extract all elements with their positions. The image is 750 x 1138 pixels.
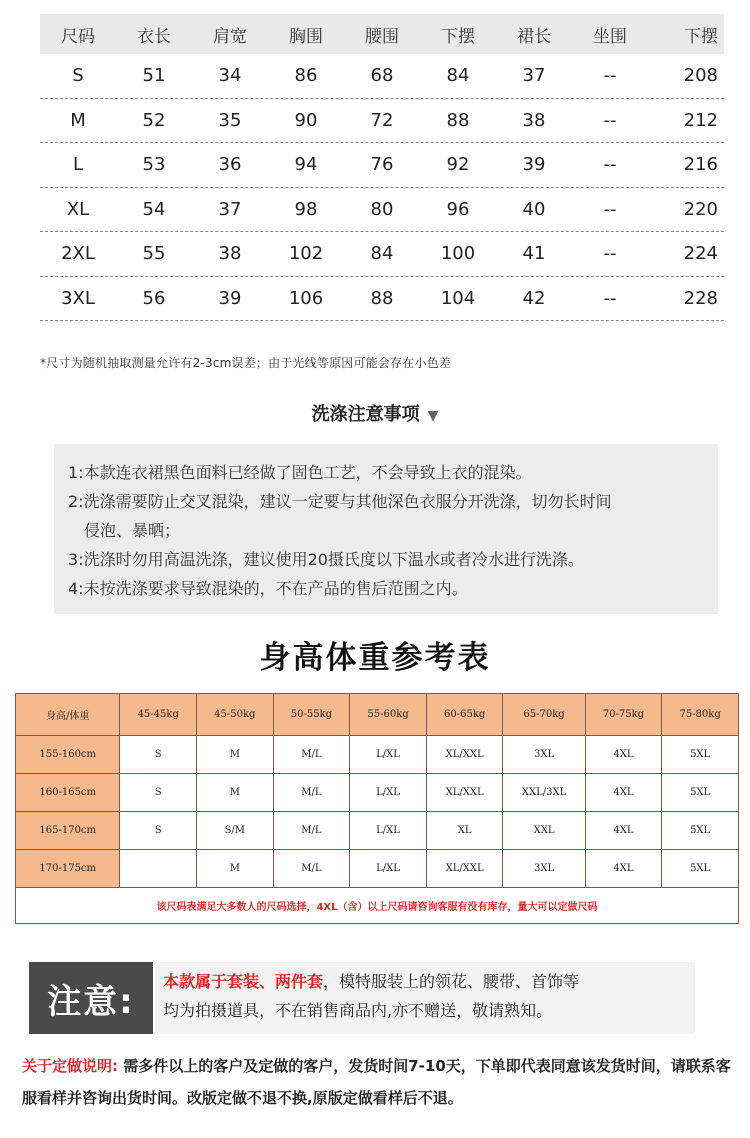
hw-size-cell: 5XL <box>662 774 739 812</box>
notice-line-1-rest: ，模特服装上的领花、腰带、首饰等 <box>323 972 580 991</box>
hw-size-cell: 3XL <box>503 850 585 888</box>
height-weight-body <box>16 736 739 924</box>
hw-header-cell: 55-60kg <box>350 694 427 736</box>
hw-size-cell: L/XL <box>350 812 427 850</box>
size-cell: 220 <box>683 198 718 220</box>
hw-table-row <box>16 812 739 850</box>
size-cell: 96 <box>446 198 470 220</box>
size-cell: 36 <box>218 154 242 176</box>
hw-size-cell: 3XL <box>503 736 585 774</box>
hw-header-cell: 50-55kg <box>273 694 350 736</box>
hw-footnote: 该尺码表满足大多数人的尺码选择，4XL（含）以上尺码请咨询客服有没有库存，量大可以定做尺码 <box>16 888 739 924</box>
size-cell: 54 <box>142 198 166 220</box>
hw-table-row <box>16 736 739 774</box>
size-cell: 100 <box>440 243 476 265</box>
hw-size-cell: L/XL <box>350 774 427 812</box>
size-table-row <box>40 188 724 233</box>
size-cell: 72 <box>370 109 394 131</box>
size-cell: 88 <box>446 109 470 131</box>
notice-line-2: 均为拍摄道具，不在销售商品内,亦不赠送，敬请熟知。 <box>163 1001 553 1020</box>
hw-header-cell: 65-70kg <box>503 694 585 736</box>
size-table-header <box>40 14 724 54</box>
hw-height-cell: 160-165cm <box>16 774 120 812</box>
hw-footnote-row <box>16 888 739 924</box>
height-weight-table <box>15 693 739 924</box>
size-cell: 35 <box>218 109 242 131</box>
size-cell: 208 <box>683 65 718 87</box>
custom-order-note <box>22 1050 734 1114</box>
size-cell: 86 <box>294 65 318 87</box>
size-cell: 39 <box>218 287 242 309</box>
size-cell: 94 <box>294 154 318 176</box>
size-table-body <box>40 54 724 321</box>
hw-size-cell: 5XL <box>662 812 739 850</box>
size-cell: 3XL <box>61 287 95 309</box>
size-header-cell: 肩宽 <box>213 26 247 47</box>
hw-height-cell: 170-175cm <box>16 850 120 888</box>
notice-line-1 <box>163 967 695 996</box>
size-table-row <box>40 277 724 322</box>
size-cell: 37 <box>218 198 242 220</box>
hw-size-cell: 4XL <box>585 812 662 850</box>
size-cell: 37 <box>522 65 546 87</box>
hw-size-cell: M/L <box>273 812 350 850</box>
size-cell: -- <box>603 109 617 131</box>
size-cell: 68 <box>370 65 394 87</box>
hw-size-cell: XL <box>426 812 503 850</box>
size-table-row <box>40 143 724 188</box>
size-cell: 228 <box>683 287 718 309</box>
size-cell: 104 <box>440 287 476 309</box>
size-cell: 56 <box>142 287 166 309</box>
size-header-cell: 衣长 <box>137 26 171 47</box>
hw-size-cell: XXL/3XL <box>503 774 585 812</box>
size-cell: 224 <box>683 243 718 265</box>
hw-size-cell: L/XL <box>350 736 427 774</box>
size-cell: 102 <box>288 243 324 265</box>
hw-size-cell: M/L <box>273 736 350 774</box>
washing-item: 1:本款连衣裙黑色面料已经做了固色工艺，不会导致上衣的混染。 <box>68 463 532 482</box>
size-cell: 52 <box>142 109 166 131</box>
hw-size-cell: XL/XXL <box>426 774 503 812</box>
size-cell: 38 <box>522 109 546 131</box>
notice-badge: 注意: <box>29 962 153 1034</box>
size-header-cell: 裙长 <box>517 26 551 47</box>
notice-text <box>155 962 695 1034</box>
hw-header-cell: 45-45kg <box>120 694 197 736</box>
size-cell: 55 <box>142 243 166 265</box>
size-cell: 98 <box>294 198 318 220</box>
size-cell: 84 <box>446 65 470 87</box>
hw-table-row <box>16 774 739 812</box>
washing-title <box>0 400 750 426</box>
size-header-cell: 腰围 <box>365 26 399 47</box>
hw-height-cell: 155-160cm <box>16 736 120 774</box>
size-cell: S <box>72 65 84 87</box>
size-cell: -- <box>603 287 617 309</box>
triangle-down-icon: ▼ <box>427 408 439 424</box>
hw-size-cell: M <box>197 850 274 888</box>
hw-header-cell: 75-80kg <box>662 694 739 736</box>
height-weight-header-row <box>16 694 739 736</box>
size-header-cell: 下摆 <box>684 26 718 47</box>
hw-size-cell: S/M <box>197 812 274 850</box>
hw-size-cell: M/L <box>273 850 350 888</box>
hw-size-cell: 4XL <box>585 850 662 888</box>
custom-order-text: 需多件以上的客户及定做的客户，发货时间7-10天，下单即代表同意该发货时间，请联系客服看样并咨询出货时间。改版定做不退不换,原版定做看样后不退。 <box>22 1057 731 1107</box>
size-cell: 42 <box>522 287 546 309</box>
size-cell: 92 <box>446 154 470 176</box>
size-cell: 38 <box>218 243 242 265</box>
size-cell: 51 <box>142 65 166 87</box>
hw-size-cell: S <box>120 774 197 812</box>
size-cell: 90 <box>294 109 318 131</box>
size-cell: -- <box>603 65 617 87</box>
size-cell: 106 <box>288 287 324 309</box>
size-cell: 88 <box>370 287 394 309</box>
hw-size-cell: S <box>120 736 197 774</box>
washing-box <box>54 444 718 614</box>
hw-size-cell: XL/XXL <box>426 850 503 888</box>
size-cell: 2XL <box>61 243 95 265</box>
size-cell: 34 <box>218 65 242 87</box>
washing-title-text: 洗涤注意事项 <box>311 404 420 425</box>
hw-size-cell: L/XL <box>350 850 427 888</box>
hw-size-cell: 5XL <box>662 736 739 774</box>
size-header-cell: 尺码 <box>61 26 95 47</box>
washing-item: 3:洗涤时勿用高温洗涤，建议使用20摄氏度以下温水或者冷水进行洗涤。 <box>68 550 584 569</box>
hw-size-cell: M <box>197 774 274 812</box>
size-cell: XL <box>66 198 90 220</box>
size-cell: L <box>72 154 84 176</box>
hw-height-cell: 165-170cm <box>16 812 120 850</box>
size-header-cell: 下摆 <box>441 26 475 47</box>
size-header-cell: 胸围 <box>289 26 323 47</box>
size-cell: 80 <box>370 198 394 220</box>
height-weight-title: 身高体重参考表 <box>259 640 491 676</box>
size-table <box>40 14 724 321</box>
notice-highlight: 本款属于套装、两件套 <box>163 972 324 991</box>
hw-size-cell <box>120 850 197 888</box>
size-cell: 41 <box>522 243 546 265</box>
size-table-row <box>40 232 724 277</box>
size-note: *尺寸为随机抽取测量允许有2-3cm误差；由于光线等原因可能会存在小色差 <box>40 356 452 370</box>
hw-header-cell: 60-65kg <box>426 694 503 736</box>
hw-size-cell: S <box>120 812 197 850</box>
hw-size-cell: XXL <box>503 812 585 850</box>
hw-size-cell: 5XL <box>662 850 739 888</box>
size-header-cell: 坐围 <box>593 26 627 47</box>
washing-item-continued: 侵泡、暴晒； <box>84 521 181 540</box>
custom-order-label: 关于定做说明: <box>22 1057 118 1075</box>
hw-header-cell: 70-75kg <box>585 694 662 736</box>
hw-table-row <box>16 850 739 888</box>
size-cell: 53 <box>142 154 166 176</box>
size-cell: -- <box>603 198 617 220</box>
hw-size-cell: M/L <box>273 774 350 812</box>
hw-size-cell: 4XL <box>585 774 662 812</box>
size-cell: 212 <box>683 109 718 131</box>
hw-size-cell: XL/XXL <box>426 736 503 774</box>
size-cell: -- <box>603 243 617 265</box>
size-table-row <box>40 54 724 99</box>
hw-size-cell: 4XL <box>585 736 662 774</box>
washing-item: 4:未按洗涤要求导致混染的，不在产品的售后范围之内。 <box>68 579 468 598</box>
size-cell: -- <box>603 154 617 176</box>
size-cell: 216 <box>683 154 718 176</box>
size-cell: 40 <box>522 198 546 220</box>
hw-header-cell: 身高/体重 <box>16 694 120 736</box>
hw-header-cell: 45-50kg <box>197 694 274 736</box>
size-table-row <box>40 99 724 144</box>
size-cell: M <box>70 109 86 131</box>
size-cell: 84 <box>370 243 394 265</box>
size-cell: 76 <box>370 154 394 176</box>
size-cell: 39 <box>522 154 546 176</box>
washing-item: 2:洗涤需要防止交叉混染，建议一定要与其他深色衣服分开洗涤，切勿长时间 <box>68 492 612 511</box>
hw-size-cell: M <box>197 736 274 774</box>
